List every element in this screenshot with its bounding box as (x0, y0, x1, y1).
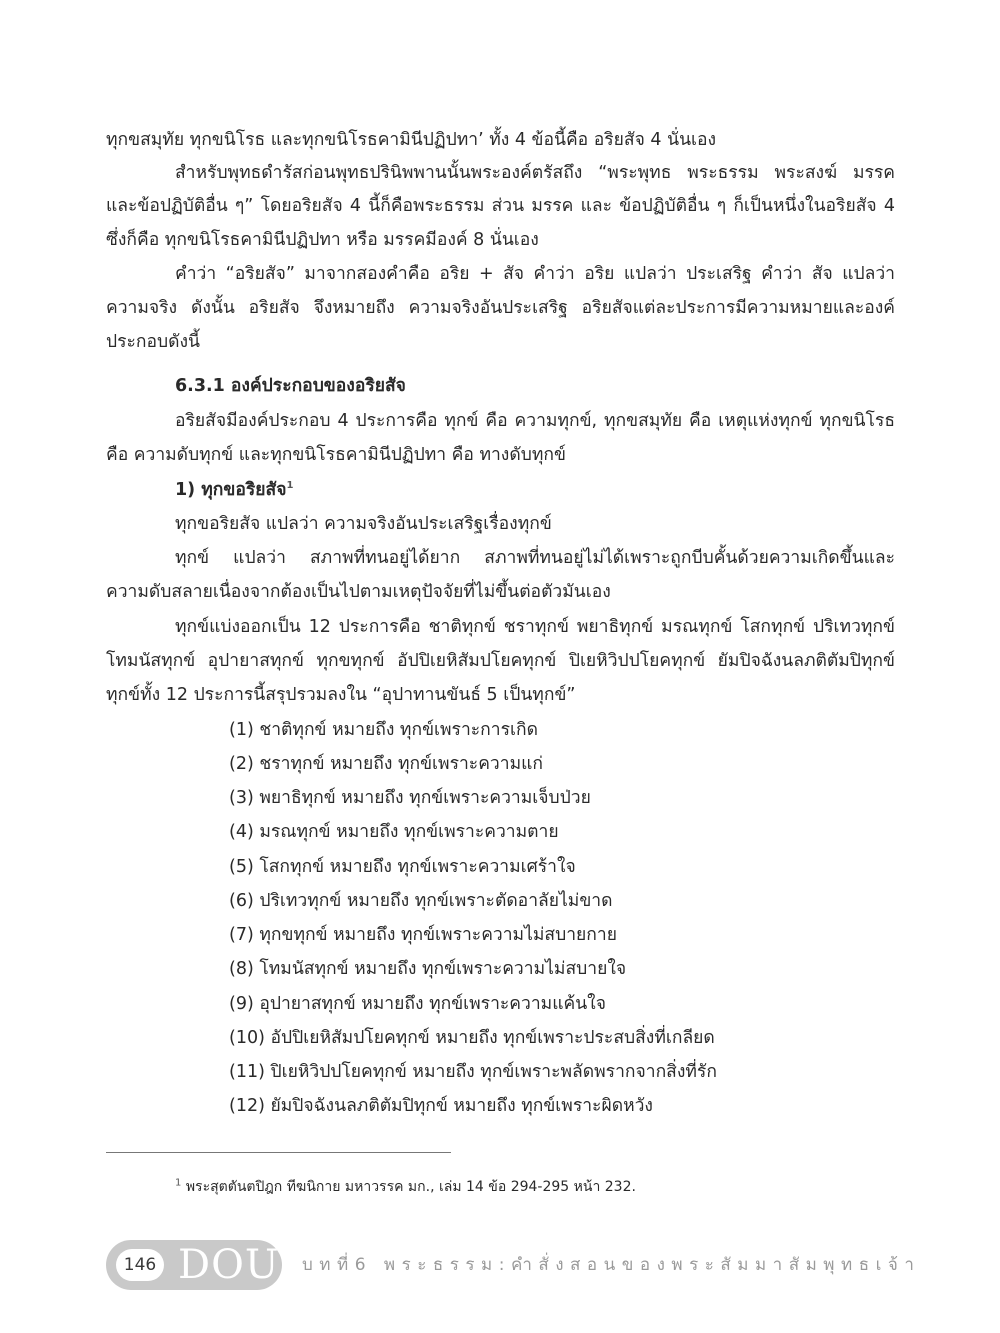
chapter-title: บทที่6 พระธรรม:คำสั่งสอนของพระสัมมาสัมพุทธเจ้า (302, 1255, 921, 1275)
footnote-text: พระสุตตันตปิฎก ทีฆนิกาย มหาวรรค มก., เล่ม 14 ข้อ 294-295 หน้า 232. (185, 1179, 636, 1195)
list-item: (12) ยัมปิจฉังนลภติตัมปิทุกข์ หมายถึง ทุกข์เพราะผิดหวัง (229, 1096, 653, 1116)
paragraph-3-line-1: อริยสัจมีองค์ประกอบ 4 ประการคือ ทุกข์ คือ ความทุกข์, ทุกขสมุทัย คือ เหตุแห่งทุกข์ ทุกขนิโรธ (175, 411, 895, 431)
paragraph-1-line-3: ซึ่งก็คือ ทุกขนิโรธคามินีปฏิปทา หรือ มรรคมีองค์ 8 นั่นเอง (106, 230, 539, 250)
list-item: (3) พยาธิทุกข์ หมายถึง ทุกข์เพราะความเจ็บป่วย (229, 788, 591, 808)
paragraph-2-line-2: ความจริง ดังนั้น อริยสัจ จึงหมายถึง ความจริงอันประเสริฐ อริยสัจแต่ละประการมีความหมายและองค์ (106, 298, 895, 318)
paragraph-6-line-1: ทุกข์แบ่งออกเป็น 12 ประการคือ ชาติทุกข์ ชราทุกข์ พยาธิทุกข์ มรณทุกข์ โสกทุกข์ ปริเทวทุกข์ (175, 617, 895, 637)
footnote-divider (106, 1152, 451, 1153)
sub-heading-text: 1) ทุกขอริยสัจ (175, 480, 287, 500)
list-item: (9) อุปายาสทุกข์ หมายถึง ทุกข์เพราะความแค้นใจ (229, 994, 606, 1014)
list-item: (10) อัปปิเยหิสัมปโยคทุกข์ หมายถึง ทุกข์เพราะประสบสิ่งที่เกลียด (229, 1028, 715, 1048)
list-item: (1) ชาติทุกข์ หมายถึง ทุกข์เพราะการเกิด (229, 720, 538, 740)
intro-line: ทุกขสมุทัย ทุกขนิโรธ และทุกขนิโรธคามินีปฏิปทา’ ทั้ง 4 ข้อนี้คือ อริยสัจ 4 นั่นเอง (106, 130, 717, 150)
list-item: (8) โทมนัสทุกข์ หมายถึง ทุกข์เพราะความไม่สบายใจ (229, 959, 627, 979)
paragraph-1-line-1: สำหรับพุทธดำรัสก่อนพุทธปรินิพพานนั้นพระองค์ตรัสถึง “พระพุทธ พระธรรม พระสงฆ์ มรรค (175, 163, 895, 183)
sub-heading (175, 478, 293, 502)
paragraph-3-line-2: คือ ความดับทุกข์ และทุกขนิโรธคามินีปฏิปทา คือ ทางดับทุกข์ (106, 445, 566, 465)
footer-badge (106, 1240, 282, 1290)
list-item: (2) ชราทุกข์ หมายถึง ทุกข์เพราะความแก่ (229, 754, 543, 774)
paragraph-4: ทุกขอริยสัจ แปลว่า ความจริงอันประเสริฐเรื่องทุกข์ (175, 514, 552, 534)
paragraph-1-line-2: และข้อปฏิบัติอื่น ๆ” โดยอริยสัจ 4 นี้ก็คือพระธรรม ส่วน มรรค และ ข้อปฏิบัติอื่น ๆ ก็เป็นหนึ่งในอริยสัจ 4 (106, 196, 895, 216)
footnote-reference: 1 (286, 480, 294, 492)
list-item: (4) มรณทุกข์ หมายถึง ทุกข์เพราะความตาย (229, 822, 559, 842)
paragraph-6-line-2: โทมนัสทุกข์ อุปายาสทุกข์ ทุกขทุกข์ อัปปิเยหิสัมปโยคทุกข์ ปิเยหิวิปปโยคทุกข์ ยัมปิจฉังนลภติตัมปิทุกข์ (106, 651, 895, 671)
paragraph-5-line-2: ความดับสลายเนื่องจากต้องเป็นไปตามเหตุปัจจัยที่ไม่ขึ้นต่อตัวมันเอง (106, 582, 611, 602)
dou-logo: DOU (178, 1242, 280, 1288)
footnote-mark: 1 (175, 1177, 182, 1189)
paragraph-2-line-3: ประกอบดังนี้ (106, 332, 200, 352)
footnote (175, 1176, 636, 1198)
paragraph-5-line-1: ทุกข์ แปลว่า สภาพที่ทนอยู่ได้ยาก สภาพที่ทนอยู่ไม่ได้เพราะถูกบีบคั้นด้วยความเกิดขึ้นและ (175, 548, 895, 568)
list-item: (5) โสกทุกข์ หมายถึง ทุกข์เพราะความเศร้าใจ (229, 857, 576, 877)
list-item: (7) ทุกขทุกข์ หมายถึง ทุกข์เพราะความไม่สบายกาย (229, 925, 617, 945)
list-item: (11) ปิเยหิวิปปโยคทุกข์ หมายถึง ทุกข์เพราะพลัดพรากจากสิ่งที่รัก (229, 1062, 717, 1082)
paragraph-6-line-3: ทุกข์ทั้ง 12 ประการนี้สรุปรวมลงใน “อุปาทานขันธ์ 5 เป็นทุกข์” (106, 685, 576, 705)
list-item: (6) ปริเทวทุกข์ หมายถึง ทุกข์เพราะตัดอาลัยไม่ขาด (229, 891, 613, 911)
page-number: 146 (116, 1249, 164, 1281)
section-heading: 6.3.1 องค์ประกอบของอริยสัจ (175, 376, 406, 396)
paragraph-2-line-1: คำว่า “อริยสัจ” มาจากสองคำคือ อริย + สัจ คำว่า อริย แปลว่า ประเสริฐ คำว่า สัจ แปลว่า (175, 264, 895, 284)
